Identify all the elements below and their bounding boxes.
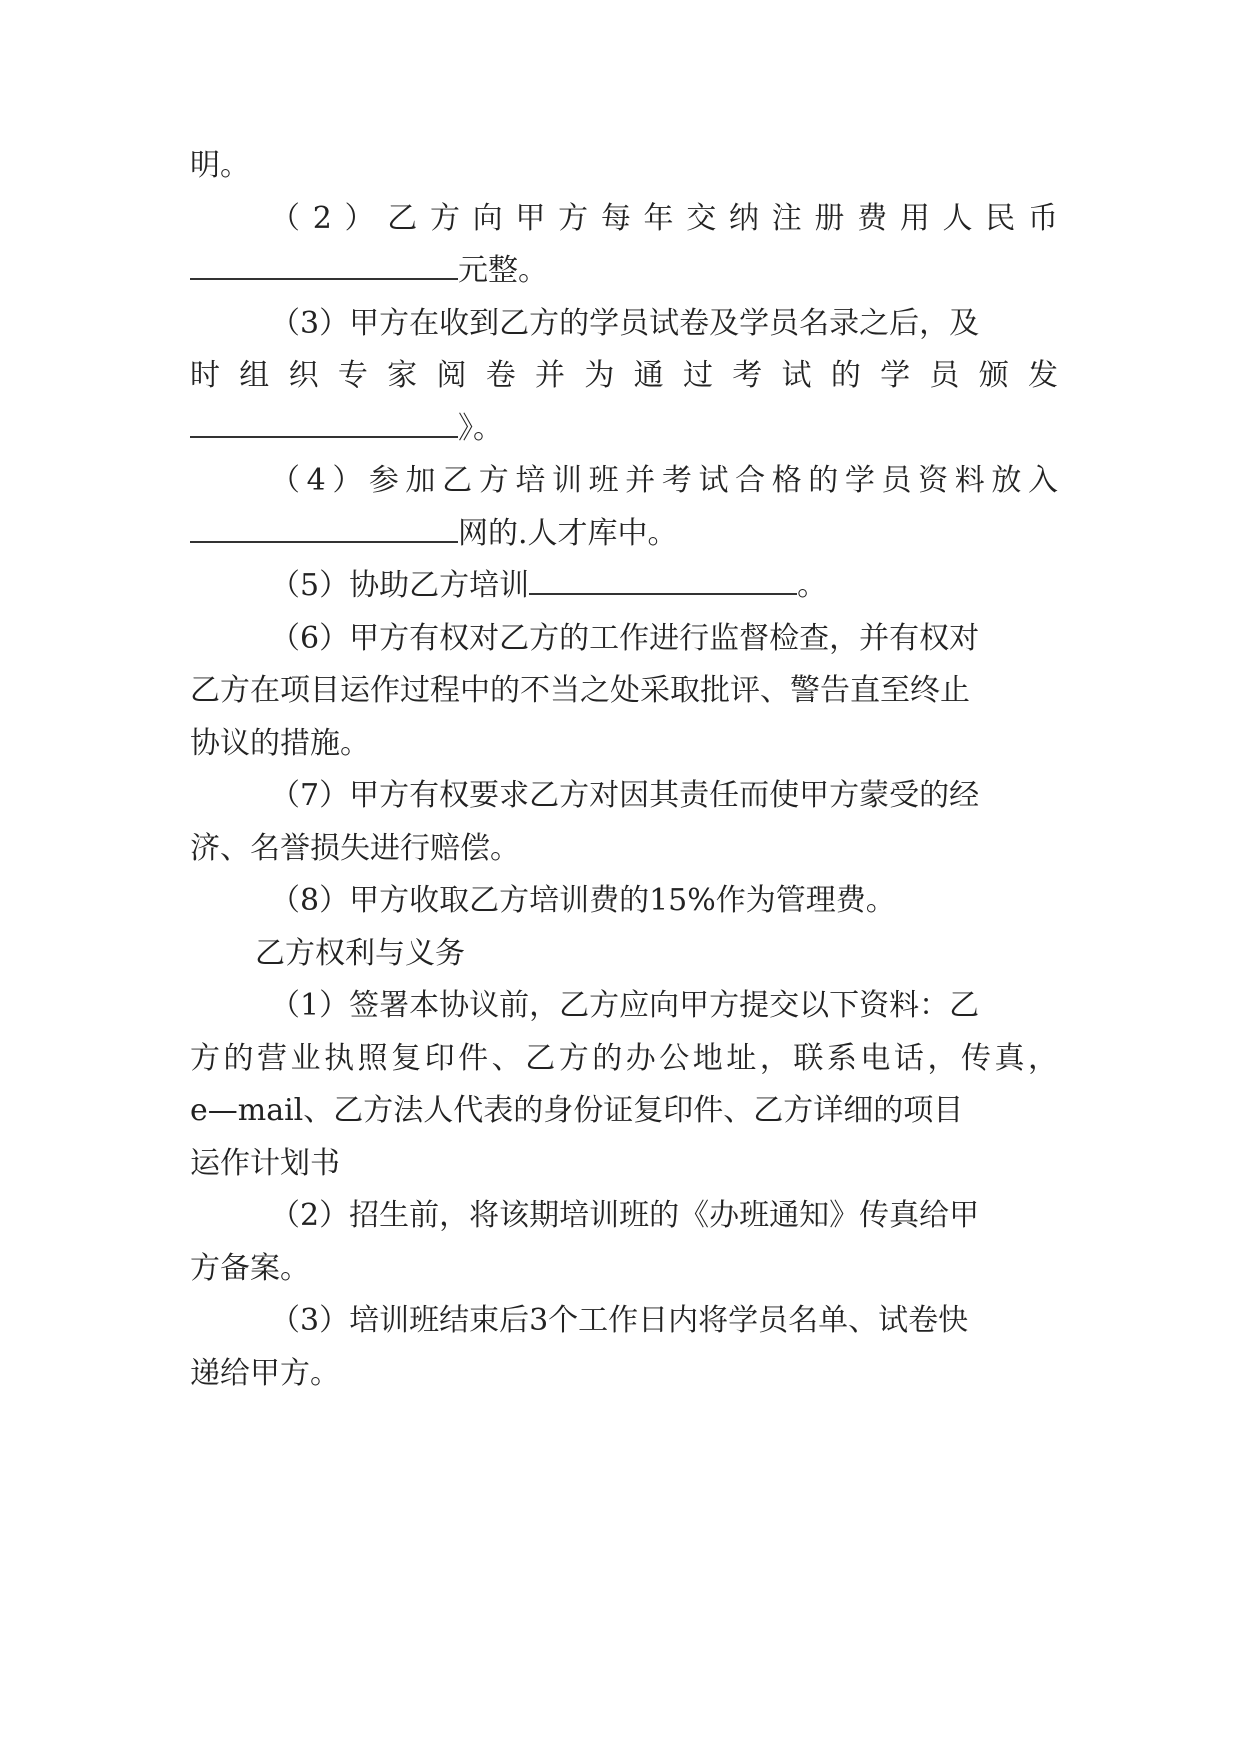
text-line: 方的营业执照复印件、乙方的办公地址，联系电话，传真， [190,1041,1058,1076]
text-line: 时组织专家阅卷并为通过考试的学员颁发 [190,358,1058,393]
fill-blank[interactable] [190,412,458,438]
text-line: 递给甲方。 [190,1356,340,1391]
text-fragment: 》。 [458,411,503,446]
clause-a3: （3）甲方在收到乙方的学员试卷及学员名录之后，及 [270,306,980,341]
text-line: 协议的措施。 [190,726,370,761]
clause-a2: （2）乙方向甲方每年交纳注册费用人民币 [270,201,1058,236]
fill-blank[interactable] [190,517,458,543]
text-fragment: 元整。 [458,253,548,288]
text-line [190,409,1058,449]
text-fragment: （5）协助乙方培训 [270,568,530,603]
clause-b1: （1）签署本协议前，乙方应向甲方提交以下资料：乙 [270,988,980,1023]
text-fragment: 。 [797,568,828,603]
text-line: 运作计划书 [190,1146,340,1181]
text-line: 明。 [190,148,250,183]
section-heading: 乙方权利与义务 [255,936,465,971]
fill-blank[interactable] [529,569,797,595]
text-fragment: 网的.人才库中。 [458,516,678,551]
text-line: 乙方在项目运作过程中的不当之处采取批评、警告直至终止 [190,673,970,708]
fill-blank[interactable] [190,254,458,280]
clause-a7: （7）甲方有权要求乙方对因其责任而使甲方蒙受的经 [270,778,980,813]
clause-b3: （3）培训班结束后3个工作日内将学员名单、试卷快 [270,1303,969,1338]
text-line: e—mail、乙方法人代表的身份证复印件、乙方详细的项目 [190,1093,964,1128]
text-line [190,251,1058,291]
clause-a8: （8）甲方收取乙方培训费的15%作为管理费。 [270,883,896,918]
clause-a5 [270,566,1058,606]
clause-a4: （4）参加乙方培训班并考试合格的学员资料放入 [270,463,1058,498]
clause-a6: （6）甲方有权对乙方的工作进行监督检查，并有权对 [270,621,980,656]
text-line [190,514,1058,554]
text-line: 济、名誉损失进行赔偿。 [190,831,520,866]
text-line: 方备案。 [190,1251,310,1286]
clause-b2: （2）招生前，将该期培训班的《办班通知》传真给甲 [270,1198,980,1233]
